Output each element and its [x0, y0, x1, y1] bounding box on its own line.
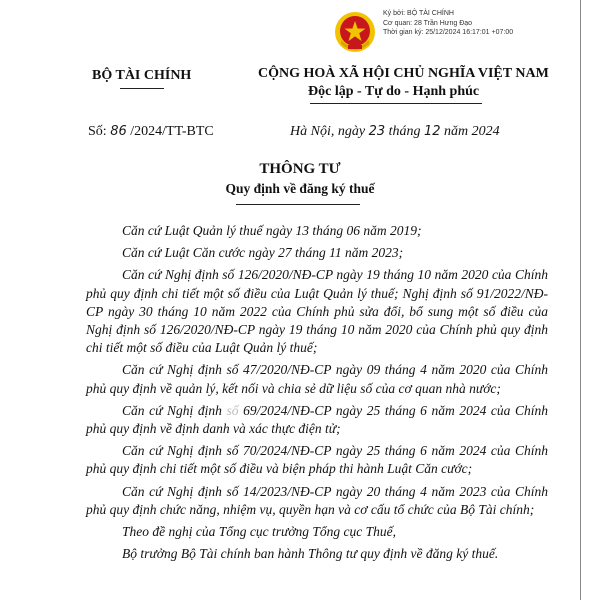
legal-basis-5-smudge: số: [226, 402, 239, 418]
number-suffix: /2024/TT-BTC: [130, 124, 214, 139]
number-handwritten: 86: [110, 124, 127, 139]
signature-agency: Cơ quan: 28 Trần Hưng Đạo: [383, 19, 473, 27]
date-month-label: tháng: [388, 124, 421, 139]
document-subject: Quy định về đăng ký thuế: [225, 181, 375, 196]
promulgation-line: Bộ trưởng Bộ Tài chính ban hành Thông tư quy định về đăng ký thuế.: [122, 546, 499, 562]
document-type: THÔNG TƯ: [259, 161, 341, 177]
legal-basis-5: [86, 402, 548, 438]
date-year: năm 2024: [444, 124, 500, 139]
document-number: [88, 124, 214, 140]
number-prefix: Số:: [88, 124, 107, 139]
digital-signature: [383, 9, 513, 38]
signature-signer: Ký bởi: BỘ TÀI CHÍNH: [383, 10, 454, 17]
legal-basis-3: Căn cứ Nghị định số 126/2020/NĐ-CP ngày 19 tháng 10 năm 2020 của Chính phủ quy định chi tiết một số điều của Luật Quản lý thuế; Nghị định số 91/2022/NĐ-CP ngày 30 tháng 10 năm 2022 của Chính phủ sửa đổi, bổ sung một số điều của Nghị định số 126/2020/NĐ-CP ngày 19 tháng 10 năm 2020 của Chính phủ quy định chi tiết một số điều của Luật Quản lý thuế;: [86, 267, 548, 356]
date-place: Hà Nội, ngày: [290, 124, 366, 139]
national-emblem-icon: [333, 10, 377, 54]
issue-date: [290, 124, 500, 140]
proposal-line: Theo đề nghị của Tổng cục trưởng Tổng cục Thuế,: [122, 524, 397, 540]
legal-basis-7: Căn cứ Nghị định số 14/2023/NĐ-CP ngày 20 tháng 4 năm 2023 của Chính phủ quy định chức năng, nhiệm vụ, quyền hạn và cơ cấu tổ chức của Bộ Tài chính;: [86, 483, 548, 517]
document-body: [86, 222, 548, 567]
legal-basis-6: Căn cứ Nghị định số 70/2024/NĐ-CP ngày 25 tháng 6 năm 2024 của Chính phủ quy định chi tiết một số điều và biện pháp thi hành Luật Căn cước;: [86, 443, 548, 477]
legal-basis-1: Căn cứ Luật Quản lý thuế ngày 13 tháng 06 năm 2019;: [122, 223, 422, 238]
legal-basis-4: Căn cứ Nghị định số 47/2020/NĐ-CP ngày 09 tháng 4 năm 2020 của Chính phủ quy định về quản lý, kết nối và chia sẻ dữ liệu số của cơ quan nhà nước;: [86, 362, 548, 396]
date-day: 23: [368, 124, 386, 139]
legal-basis-2: Căn cứ Luật Căn cước ngày 27 tháng 11 năm 2023;: [122, 245, 404, 261]
national-motto: Độc lập - Tự do - Hạnh phúc: [308, 84, 480, 99]
ministry-underline: [120, 88, 164, 89]
legal-basis-5-rest: 69/2024/NĐ-CP ngày 25 tháng 6 năm 2024 của Chính phủ quy định về định danh và xác thực điện tử;: [86, 402, 549, 437]
motto-underline: [310, 103, 482, 104]
country-name: CỘNG HOÀ XÃ HỘI CHỦ NGHĨA VIỆT NAM: [258, 66, 549, 81]
scan-edge: [580, 0, 581, 600]
date-month: 12: [424, 124, 441, 139]
ministry-name: BỘ TÀI CHÍNH: [92, 68, 192, 83]
legal-basis-5-start: Căn cứ Nghị định: [122, 402, 222, 418]
title-underline: [236, 204, 360, 205]
signature-time: Thời gian ký: 25/12/2024 16:17:01 +07:00: [383, 29, 514, 36]
